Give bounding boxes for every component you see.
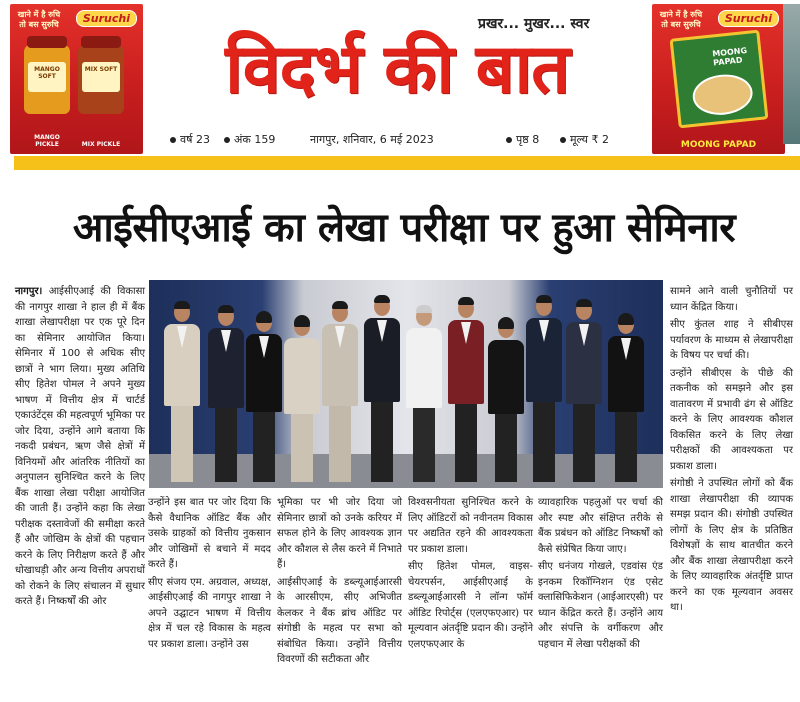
column-paragraph: संगोष्ठी ने उपस्थित लोगों को बैंक शाखा लेखापरीक्षा की व्यापक समझ प्रदान की। संगोष्ठी उपस्थित लोगों के लिए क्षेत्र के प्रतिष्ठित विशेषज्ञों के साथ बातचीत करने और बैंक शाखा लेखापरीक्षा करने के लिए व्यावहारिक अंतर्दृष्टि प्राप्त करने का एक मूल्यवान अवसर था। xyxy=(670,478,793,613)
pickle-jar-icon xyxy=(24,44,70,114)
cropped-edge-image xyxy=(783,4,800,144)
person-figure xyxy=(525,297,563,482)
dateline xyxy=(160,132,634,148)
column-paragraph: सीए संजय एम. अग्रवाल, अध्यक्ष, आईसीएआई की नागपुर शाखा ने अपने उद्घाटन भाषण में वित्तीय क्षेत्र में चल रहे विकास के महत्व पर प्रकाश डाला। उन्होंने उस xyxy=(148,576,271,650)
header-divider xyxy=(14,156,800,170)
pickle-jar-icon xyxy=(78,44,124,114)
person-figure xyxy=(487,319,525,482)
person-figure xyxy=(363,297,401,482)
column-paragraph: सामने आने वाली चुनौतियों पर ध्यान केंद्रित किया। xyxy=(670,286,793,313)
article-column-1 xyxy=(15,284,145,612)
article-column-3 xyxy=(277,495,402,670)
article-headline: आईसीएआई का लेखा परीक्षा पर हुआ सेमिनार xyxy=(72,205,736,251)
right-ad-footer: MOONG PAPAD xyxy=(680,140,757,150)
column-paragraph: उन्होंने इस बात पर जोर दिया कि कैसे वैधानिक ऑडिट बैंक और उसके ग्राहकों को वित्तीय नुकसान और जोखिमों से बचाने में मदद करते हैं। xyxy=(148,497,271,570)
article-column-4 xyxy=(408,495,533,654)
person-figure xyxy=(163,303,201,482)
column-paragraph: सीए धनंजय गोखले, एडवांस एंड इनकम रिकॉग्निशन एंड एसेट क्लासिफिकेशन (आईआरएसी) पर ध्यान केंद्रित करते हैं। उन्होंने आय और संपत्ति के वर्गीकरण और पहचान में लेखा परीक्षकों की xyxy=(538,561,663,650)
dateline-issue: अंक 159 xyxy=(224,132,275,147)
newspaper-slogan: प्रखर... मुखर... स्वर xyxy=(478,16,590,32)
column-paragraph: भूमिका पर भी जोर दिया जो सेमिनार छात्रों को उनके करियर में सफल होने के लिए आवश्यक ज्ञान और कौशल से लैस करने में निभाते हैं। xyxy=(277,497,402,570)
person-figure xyxy=(245,313,283,482)
dateline-place-date: नागपुर, शनिवार, 6 मई 2023 xyxy=(310,133,434,146)
jar-label: MANGO SOFT xyxy=(28,62,66,92)
column-text: आईसीएआई की विकासा की नागपुर शाखा ने हाल ही में बैंक शाखा लेखापरीक्षा पर एक पूरे दिन का सेमिनार आयोजित किया। सेमिनार में 100 से अधिक सीए छात्रों ने भाग लिया। मुख्य अतिथि सीए हितेश पोमल ने अपने मुख्य भाषण में वित्तीय क्षेत्र में चार्टर्ड एकाउंटेंट्स की महत्वपूर्ण भूमिका पर जोर दिया, उन्होंने आगे बताया कि नकदी प्रबंधन, ऋण जैसे क्षेत्रों में विनियमों और आंतरिक नीतियों का अनुपालन सुनिश्चित करने के लिए बैंक शाखा लेखा परीक्षा आयोजित की जाती हैं। उन्होंने कहा कि लेखा परीक्षक दस्तावेजों की समीक्षा करते हैं और जोखिम के क्षेत्रों की पहचान करने के लिए निरीक्षण करते हैं और धोखाधड़ी और अन्य वित्तीय अपराधों को रोकने के लिए संचालन में सुधार करते हैं। निष्कर्षों की ओर xyxy=(15,286,145,607)
article-column-2 xyxy=(148,495,271,654)
person-figure xyxy=(207,307,245,482)
article-column-6 xyxy=(670,284,793,618)
column-paragraph: व्यावहारिक पहलुओं पर चर्चा की और स्पष्ट और संक्षिप्त तरीके से बैंक प्रबंधन को ऑडिट निष्कर्षों को कैसे संप्रेषित किया जाए। xyxy=(538,497,663,555)
ad-caption: MANGO PICKLE xyxy=(34,134,60,148)
dateline-pages: पृष्ठ 8 xyxy=(506,132,539,147)
column-paragraph: सीए कुंतल शाह ने सीबीएस पर्यावरण के माध्यम से लेखापरीक्षा के विषय पर चर्चा की। xyxy=(670,319,793,361)
seminar-group-photo xyxy=(149,280,663,488)
person-figure xyxy=(321,303,359,482)
left-ad-brand-logo: Suruchi xyxy=(76,10,137,27)
person-figure xyxy=(447,299,485,482)
left-ad-tagline: खाने में है रुचि तो बस सुरुचि xyxy=(17,10,61,29)
person-figure xyxy=(607,315,645,482)
pack-label: MOONG PAPAD xyxy=(711,45,748,68)
article-column-5 xyxy=(538,495,663,654)
right-advertisement xyxy=(652,4,785,154)
right-ad-tagline: खाने में है रुचि तो बस सुरुचि xyxy=(659,10,703,29)
person-figure xyxy=(565,301,603,482)
newspaper-masthead: विदर्भ की बात xyxy=(225,30,569,109)
ad-caption: MIX PICKLE xyxy=(81,141,121,148)
person-figure xyxy=(405,307,443,482)
column-paragraph: उन्होंने सीबीएस के पीछे की तकनीक को समझने और इस वातावरण में प्रभावी ढंग से ऑडिट करने के लिए आवश्यक कौशल विकसित करने के लिए लेखा परीक्षकों की आवश्यकता पर प्रकाश डाला। xyxy=(670,367,793,472)
jar-label: MIX SOFT xyxy=(82,62,120,92)
column-paragraph: विश्वसनीयता सुनिश्चित करने के लिए ऑडिटरों को नवीनतम विकास पर अद्यतित रहने की आवश्यकता पर प्रकाश डाला। xyxy=(408,497,533,555)
right-ad-brand-logo: Suruchi xyxy=(718,10,779,27)
person-figure xyxy=(283,317,321,482)
column-paragraph: आईसीएआई के डब्ल्यूआईआरसी के आरसीएम, सीए अभिजीत केलकर ने बैंक ब्रांच ऑडिट पर संगोष्ठी के महत्व पर सभा को संबोधित किया। उन्होंने वित्तीय विवरणों की सटीकता और xyxy=(277,576,402,665)
column-paragraph: सीए हितेश पोमल, वाइस-चेयरपर्सन, आईसीएआई के डब्ल्यूआईआरसी ने लॉन्ग फॉर्म ऑडिट रिपोर्ट्स (एलएफएआर) पर मूल्यवान अंतर्दृष्टि प्रदान की। उन्होंने एलएफएआर के xyxy=(408,561,533,650)
dateline-place: नागपुर। xyxy=(15,286,43,297)
dateline-year: वर्ष 23 xyxy=(170,132,210,147)
dateline-price: मूल्य ₹ 2 xyxy=(560,132,609,147)
left-advertisement xyxy=(10,4,143,154)
papad-pack-icon xyxy=(670,30,769,129)
